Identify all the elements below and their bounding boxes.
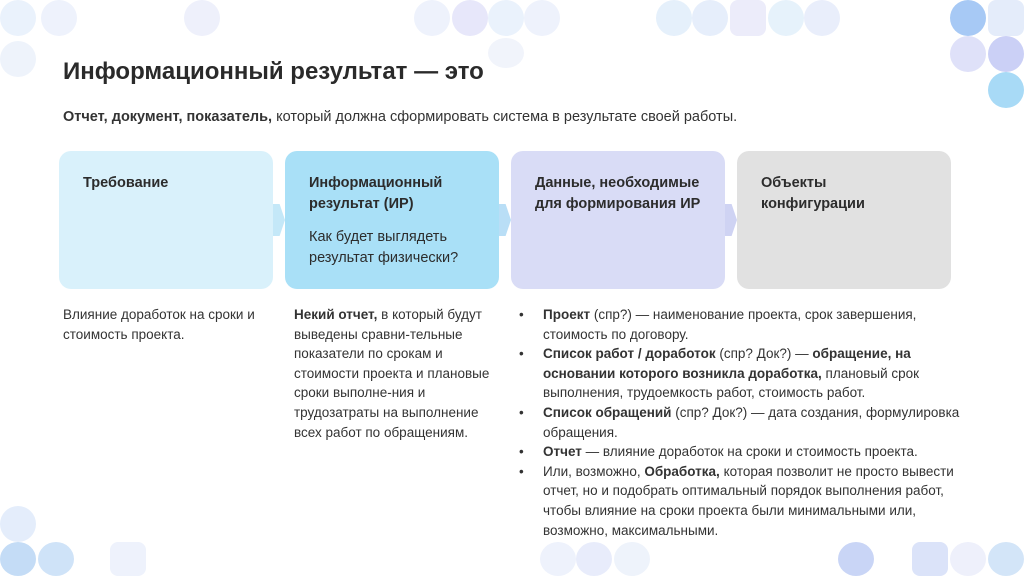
column-info-result-text — [294, 305, 494, 442]
subtitle-bold: Отчет, документ, показатель, — [63, 109, 273, 125]
list-item: • Или, возможно, Обработка, которая позволит не просто вывести отчет, но и подобрать оптимальный порядок выполнения работ, чтобы влияние на сроки проекта были минимальными или, возможно, максимальными. — [515, 462, 967, 540]
arrow-right-icon — [725, 204, 737, 236]
column-requirement-text — [63, 305, 275, 344]
card-info-result — [285, 151, 499, 289]
info-result-bold: Некий отчет, — [294, 307, 378, 322]
arrow-right-icon — [499, 204, 511, 236]
requirement-text: Влияние доработок на сроки и стоимость проекта. — [63, 307, 255, 342]
card-config-objects — [737, 151, 951, 289]
list-item: • Список работ / доработок (спр? Док?) — обращение, на основании которого возникла доработка, плановый срок выполнения, трудоемкость работ, стоимость работ. — [515, 344, 967, 403]
arrow-right-icon — [273, 204, 285, 236]
card-title: Данные, необходимые для формирования ИР — [535, 175, 701, 212]
card-title: Требование — [83, 175, 169, 191]
column-data-list — [515, 305, 967, 540]
card-title: Информационный результат (ИР) — [309, 175, 443, 212]
data-bullet-list — [515, 305, 967, 540]
info-result-text: в который будут выведены сравни-тельные показатели по срокам и стоимости проекта и плановые сроки выполне-ния и трудозатраты на выполнение всех работ по обращениям. — [294, 307, 490, 440]
subtitle-text: который должна сформировать система в результате своей работы. — [272, 109, 738, 125]
card-requirement — [59, 151, 273, 289]
list-item: • Проект (спр?) — наименование проекта, срок завершения, стоимость по договору. — [515, 305, 967, 344]
page-subtitle — [63, 109, 737, 125]
card-data — [511, 151, 725, 289]
list-item: • Отчет — влияние доработок на сроки и стоимость проекта. — [515, 442, 967, 462]
card-subtitle: Как будет выглядеть результат физически? — [309, 229, 459, 266]
card-title: Объекты конфигурации — [761, 175, 865, 212]
list-item: • Список обращений (спр? Док?) — дата создания, формулировка обращения. — [515, 403, 967, 442]
page-title: Информационный результат — это — [63, 58, 484, 85]
